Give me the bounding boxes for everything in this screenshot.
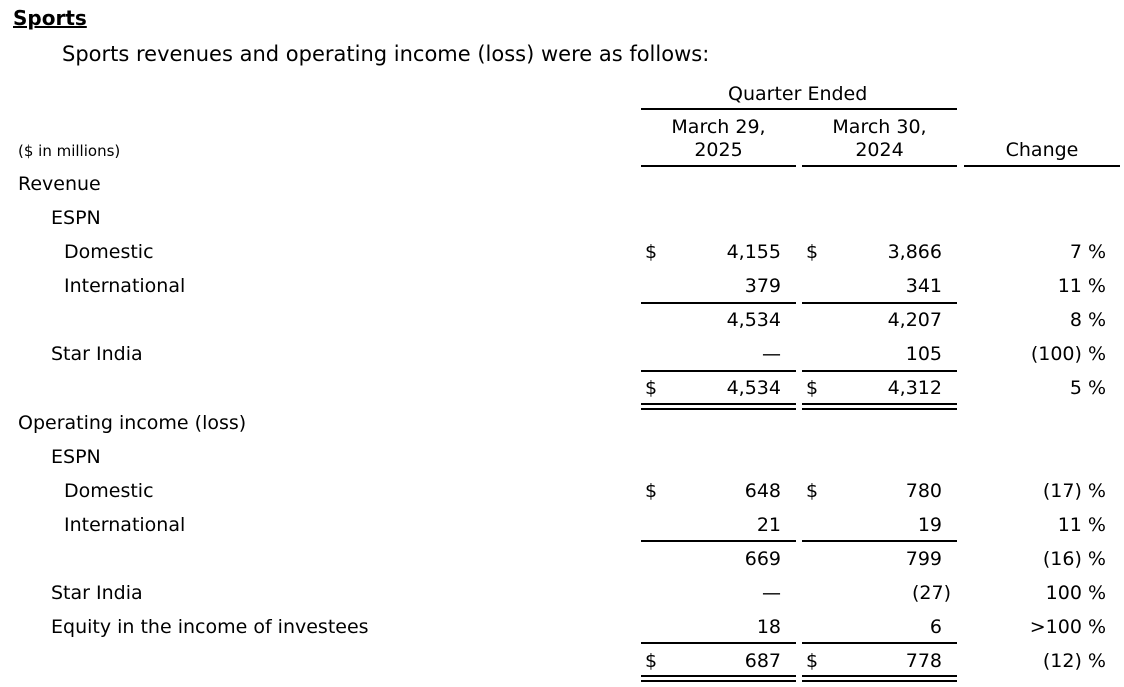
subtotal-rule bbox=[802, 370, 957, 372]
header-col1-line1: March 29, bbox=[671, 116, 766, 138]
value-2024: (27) bbox=[911, 582, 951, 604]
row-label: International bbox=[64, 514, 186, 536]
value-2025: 379 bbox=[744, 275, 781, 297]
value-2024: 4,207 bbox=[887, 309, 942, 331]
row-label: International bbox=[64, 275, 186, 297]
row-label: Star India bbox=[51, 582, 143, 604]
header-rule bbox=[641, 108, 957, 110]
value-2024: 105 bbox=[905, 343, 942, 365]
value-2025: — bbox=[762, 582, 781, 604]
subtotal-rule bbox=[802, 540, 957, 542]
value-2024: 780 bbox=[905, 480, 942, 502]
row-label: Star India bbox=[51, 343, 143, 365]
row-label: Domestic bbox=[64, 241, 154, 263]
header-col1-rule bbox=[641, 165, 796, 167]
value-2024: 341 bbox=[905, 275, 942, 297]
value-2024: 4,312 bbox=[887, 377, 942, 399]
subtotal-rule bbox=[641, 302, 796, 304]
dollar-sign: $ bbox=[645, 377, 658, 399]
dollar-sign: $ bbox=[645, 480, 658, 502]
change-pct: (12) % bbox=[1042, 650, 1106, 672]
subtotal-rule bbox=[641, 642, 796, 644]
header-col1-line2: 2025 bbox=[694, 139, 743, 161]
value-2025: — bbox=[762, 343, 781, 365]
subtotal-rule bbox=[641, 370, 796, 372]
value-2024: 799 bbox=[905, 548, 942, 570]
change-pct: 100 % bbox=[1045, 582, 1106, 604]
header-col2-line2: 2024 bbox=[855, 139, 904, 161]
change-pct: 8 % bbox=[1069, 309, 1106, 331]
change-pct: 11 % bbox=[1057, 275, 1106, 297]
dollar-sign: $ bbox=[806, 480, 819, 502]
row-label: Revenue bbox=[18, 173, 101, 195]
change-pct: (16) % bbox=[1042, 548, 1106, 570]
change-pct: >100 % bbox=[1029, 616, 1106, 638]
change-pct: 11 % bbox=[1057, 514, 1106, 536]
value-2025: 669 bbox=[744, 548, 781, 570]
change-pct: 7 % bbox=[1069, 241, 1106, 263]
dollar-sign: $ bbox=[806, 377, 819, 399]
row-label: Domestic bbox=[64, 480, 154, 502]
value-2024: 3,866 bbox=[887, 241, 942, 263]
change-pct: (17) % bbox=[1042, 480, 1106, 502]
dollar-sign: $ bbox=[806, 241, 819, 263]
value-2025: 21 bbox=[756, 514, 781, 536]
value-2025: 4,534 bbox=[726, 377, 781, 399]
total-double-rule bbox=[802, 675, 957, 682]
total-double-rule bbox=[641, 675, 796, 682]
header-col2-rule bbox=[802, 165, 957, 167]
change-pct: 5 % bbox=[1069, 377, 1106, 399]
row-label: ESPN bbox=[51, 207, 101, 229]
value-2025: 4,155 bbox=[726, 241, 781, 263]
subtotal-rule bbox=[802, 642, 957, 644]
section-title: Sports bbox=[13, 6, 87, 30]
header-quarter-ended: Quarter Ended bbox=[728, 83, 868, 105]
value-2024: 19 bbox=[917, 514, 942, 536]
header-change-rule bbox=[964, 165, 1120, 167]
total-double-rule bbox=[641, 403, 796, 410]
intro-text: Sports revenues and operating income (loss) were as follows: bbox=[62, 42, 710, 66]
change-pct: (100) % bbox=[1030, 343, 1106, 365]
value-2025: 4,534 bbox=[726, 309, 781, 331]
row-label: Operating income (loss) bbox=[18, 412, 247, 434]
dollar-sign: $ bbox=[806, 650, 819, 672]
units-label: ($ in millions) bbox=[18, 142, 121, 160]
total-double-rule bbox=[802, 403, 957, 410]
subtotal-rule bbox=[802, 302, 957, 304]
value-2025: 687 bbox=[744, 650, 781, 672]
dollar-sign: $ bbox=[645, 241, 658, 263]
header-col2-line1: March 30, bbox=[832, 116, 927, 138]
value-2024: 778 bbox=[905, 650, 942, 672]
value-2024: 6 bbox=[929, 616, 942, 638]
value-2025: 648 bbox=[744, 480, 781, 502]
dollar-sign: $ bbox=[645, 650, 658, 672]
row-label: ESPN bbox=[51, 446, 101, 468]
value-2025: 18 bbox=[756, 616, 781, 638]
subtotal-rule bbox=[641, 540, 796, 542]
header-change: Change bbox=[1005, 139, 1079, 161]
row-label: Equity in the income of investees bbox=[51, 616, 369, 638]
